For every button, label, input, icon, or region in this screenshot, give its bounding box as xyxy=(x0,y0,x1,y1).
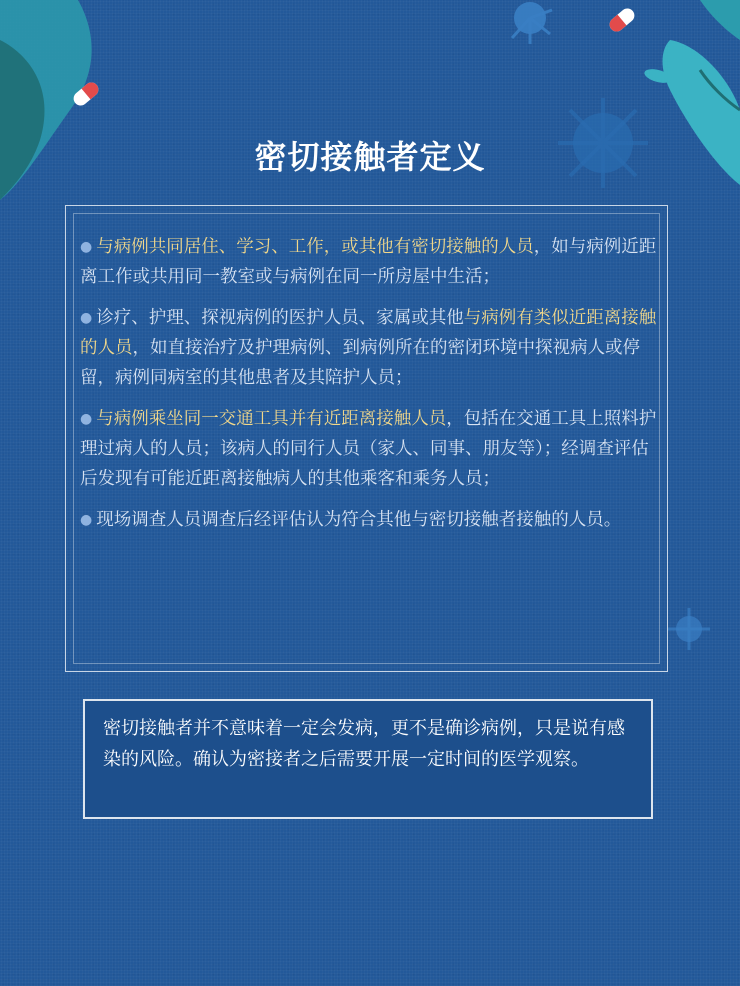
item-text: ，如直接治疗及护理病例、到病例所在的密闭环境中探视病人或停留，病例同病室的其他患者及其陪护人员； xyxy=(80,338,640,388)
highlight-text: 与病例共同居住、学习、工作，或其他有密切接触的人员 xyxy=(96,237,534,257)
list-item xyxy=(80,303,658,393)
bullet-dot-icon: ● xyxy=(80,310,93,326)
list-item xyxy=(80,404,658,494)
leaf-decoration-top-left xyxy=(0,0,130,220)
item-text: ，如与病例近距离工作或共用同一教室或与病例在同一所房屋中生活； xyxy=(80,237,657,287)
page-title: 密切接触者定义 xyxy=(254,138,486,176)
bullet-dot-icon: ● xyxy=(80,411,93,427)
item-text: 现场调查人员调查后经评估认为符合其他与密切接触者接触的人员。 xyxy=(96,510,622,530)
highlight-text: 与病例有类似近距离接触的人员 xyxy=(80,308,657,358)
pill-icon xyxy=(66,74,106,114)
definition-list xyxy=(80,232,658,546)
note-box: 密切接触者并不意味着一定会发病，更不是确诊病例，只是说有感染的风险。确认为密接者之后需要开展一定时间的医学观察。 xyxy=(83,699,653,819)
highlight-text: 与病例乘坐同一交通工具并有近距离接触人员 xyxy=(96,409,447,429)
virus-icon xyxy=(502,0,562,50)
pill-icon xyxy=(602,0,642,40)
list-item xyxy=(80,505,658,535)
bullet-dot-icon: ● xyxy=(80,239,93,255)
item-text: 诊疗、护理、探视病例的医护人员、家属或其他 xyxy=(96,308,464,328)
item-text: ，包括在交通工具上照料护理过病人的人员；该病人的同行人员（家人、同事、朋友等）；经调查评估后发现有可能近距离接触病人的其他乘客和乘务人员； xyxy=(80,409,657,489)
list-item xyxy=(80,232,658,292)
bullet-dot-icon: ● xyxy=(80,512,93,528)
virus-icon xyxy=(664,604,714,654)
